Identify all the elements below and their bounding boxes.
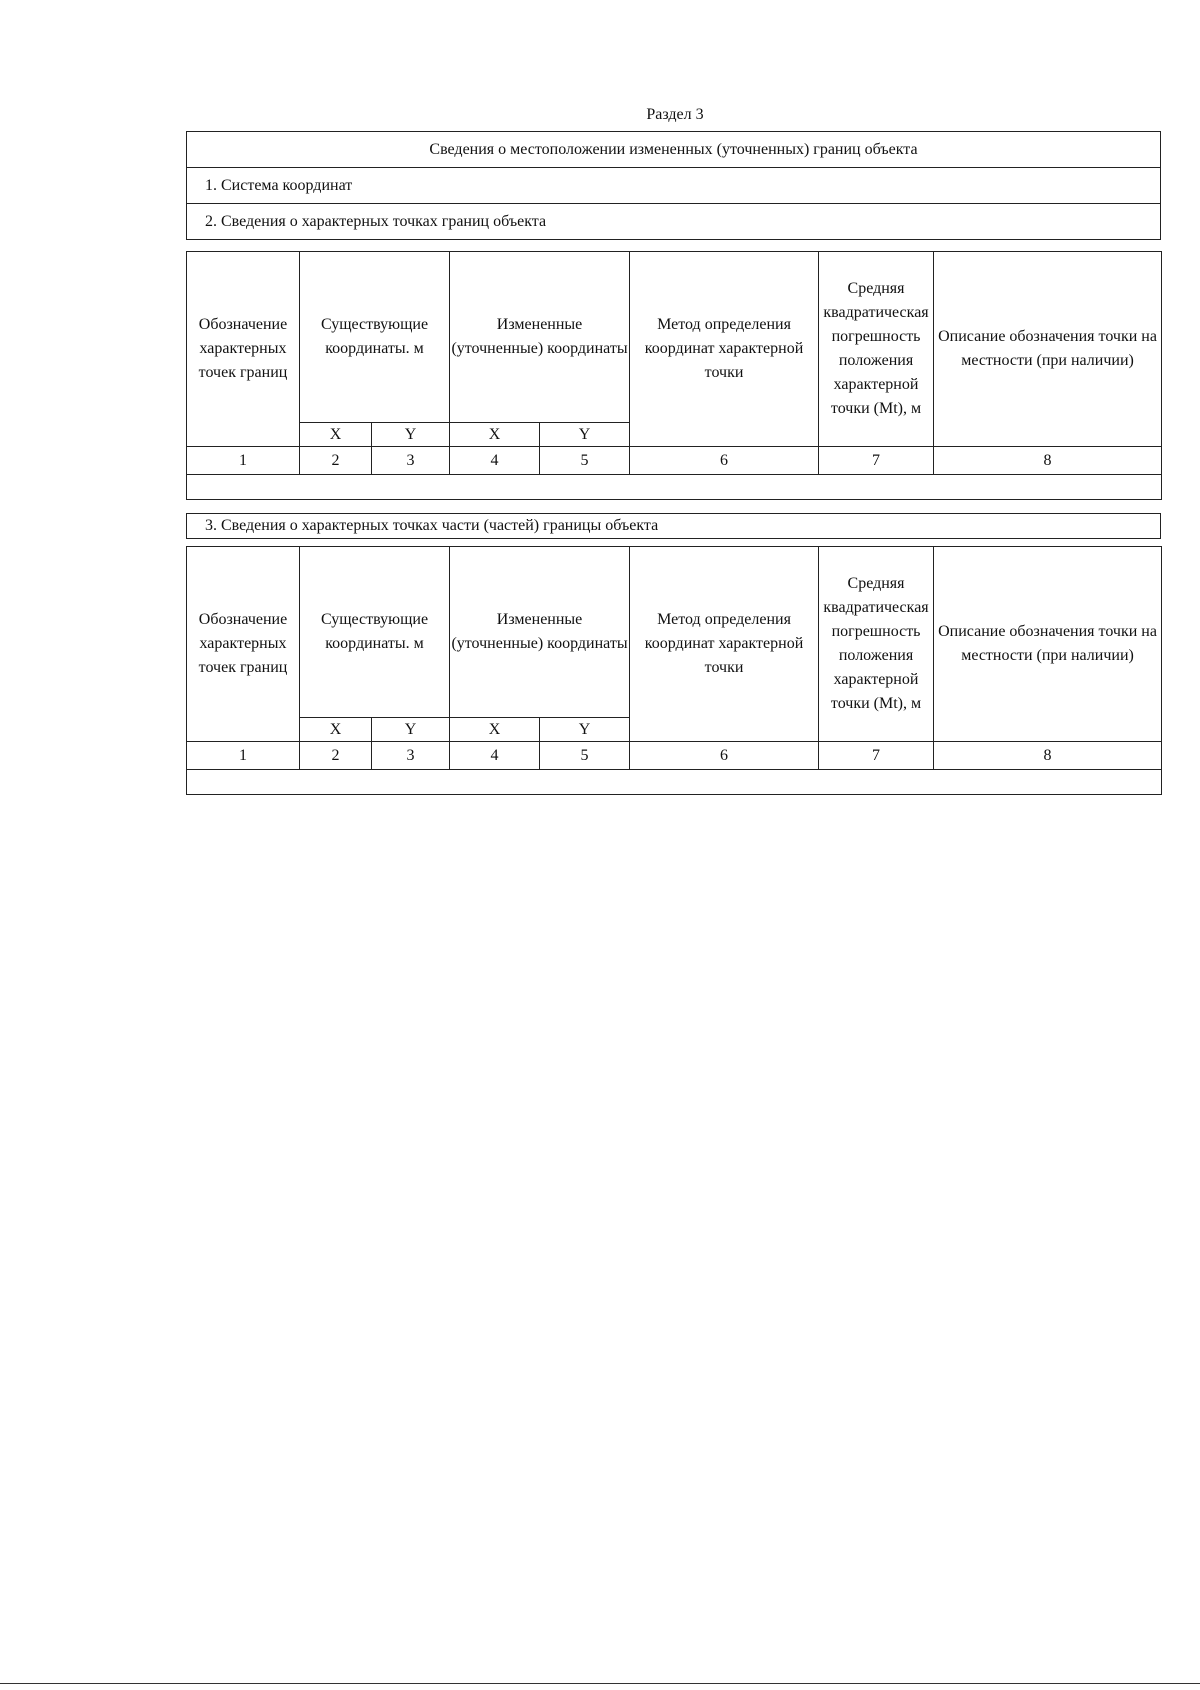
col-number: 6 [630, 742, 819, 770]
col-number: 1 [187, 447, 300, 475]
subheader-y: Y [540, 423, 630, 447]
subheader-y: Y [372, 718, 450, 742]
subheader-x: X [300, 718, 372, 742]
col-number: 7 [819, 742, 934, 770]
col-number: 4 [450, 742, 540, 770]
col-number: 7 [819, 447, 934, 475]
object-info-table [186, 131, 1161, 240]
col-number: 3 [372, 447, 450, 475]
col-number: 5 [540, 447, 630, 475]
part-points-label: 3. Сведения о характерных точках части (частей) границы объекта [187, 514, 1161, 539]
header-existing-coords: Существующие координаты. м [300, 252, 450, 423]
col-number: 4 [450, 447, 540, 475]
main-title: Сведения о местоположении измененных (уточненных) границ объекта [187, 132, 1161, 168]
col-number: 1 [187, 742, 300, 770]
coordinate-system-label: 1. Система координат [187, 168, 1161, 204]
header-error: Средняя квадратическая погрешность положения характерной точки (Mt), м [819, 252, 934, 447]
part-points-title-box [186, 513, 1161, 539]
empty-row [187, 475, 1162, 500]
bottom-rule [0, 1683, 1200, 1684]
header-existing-coords: Существующие координаты. м [300, 547, 450, 718]
col-number: 2 [300, 742, 372, 770]
empty-row [187, 770, 1162, 795]
header-error: Средняя квадратическая погрешность положения характерной точки (Mt), м [819, 547, 934, 742]
subheader-x: X [300, 423, 372, 447]
col-number: 5 [540, 742, 630, 770]
header-changed-coords: Измененные (уточненные) координаты [450, 547, 630, 718]
section-title: Раздел 3 [646, 106, 704, 123]
header-description: Описание обозначения точки на местности (при наличии) [934, 547, 1162, 742]
header-changed-coords: Измененные (уточненные) координаты [450, 252, 630, 423]
col-number: 6 [630, 447, 819, 475]
boundary-points-label: 2. Сведения о характерных точках границ объекта [187, 204, 1161, 240]
col-number: 8 [934, 447, 1162, 475]
header-point-designation: Обозначение характерных точек границ [187, 547, 300, 742]
boundary-points-table [186, 251, 1162, 500]
col-number: 2 [300, 447, 372, 475]
col-number: 3 [372, 742, 450, 770]
header-method: Метод определения координат характерной точки [630, 252, 819, 447]
header-description: Описание обозначения точки на местности (при наличии) [934, 252, 1162, 447]
header-method: Метод определения координат характерной точки [630, 547, 819, 742]
subheader-y: Y [540, 718, 630, 742]
subheader-x: X [450, 423, 540, 447]
part-points-table [186, 546, 1162, 795]
header-point-designation: Обозначение характерных точек границ [187, 252, 300, 447]
col-number: 8 [934, 742, 1162, 770]
subheader-y: Y [372, 423, 450, 447]
subheader-x: X [450, 718, 540, 742]
